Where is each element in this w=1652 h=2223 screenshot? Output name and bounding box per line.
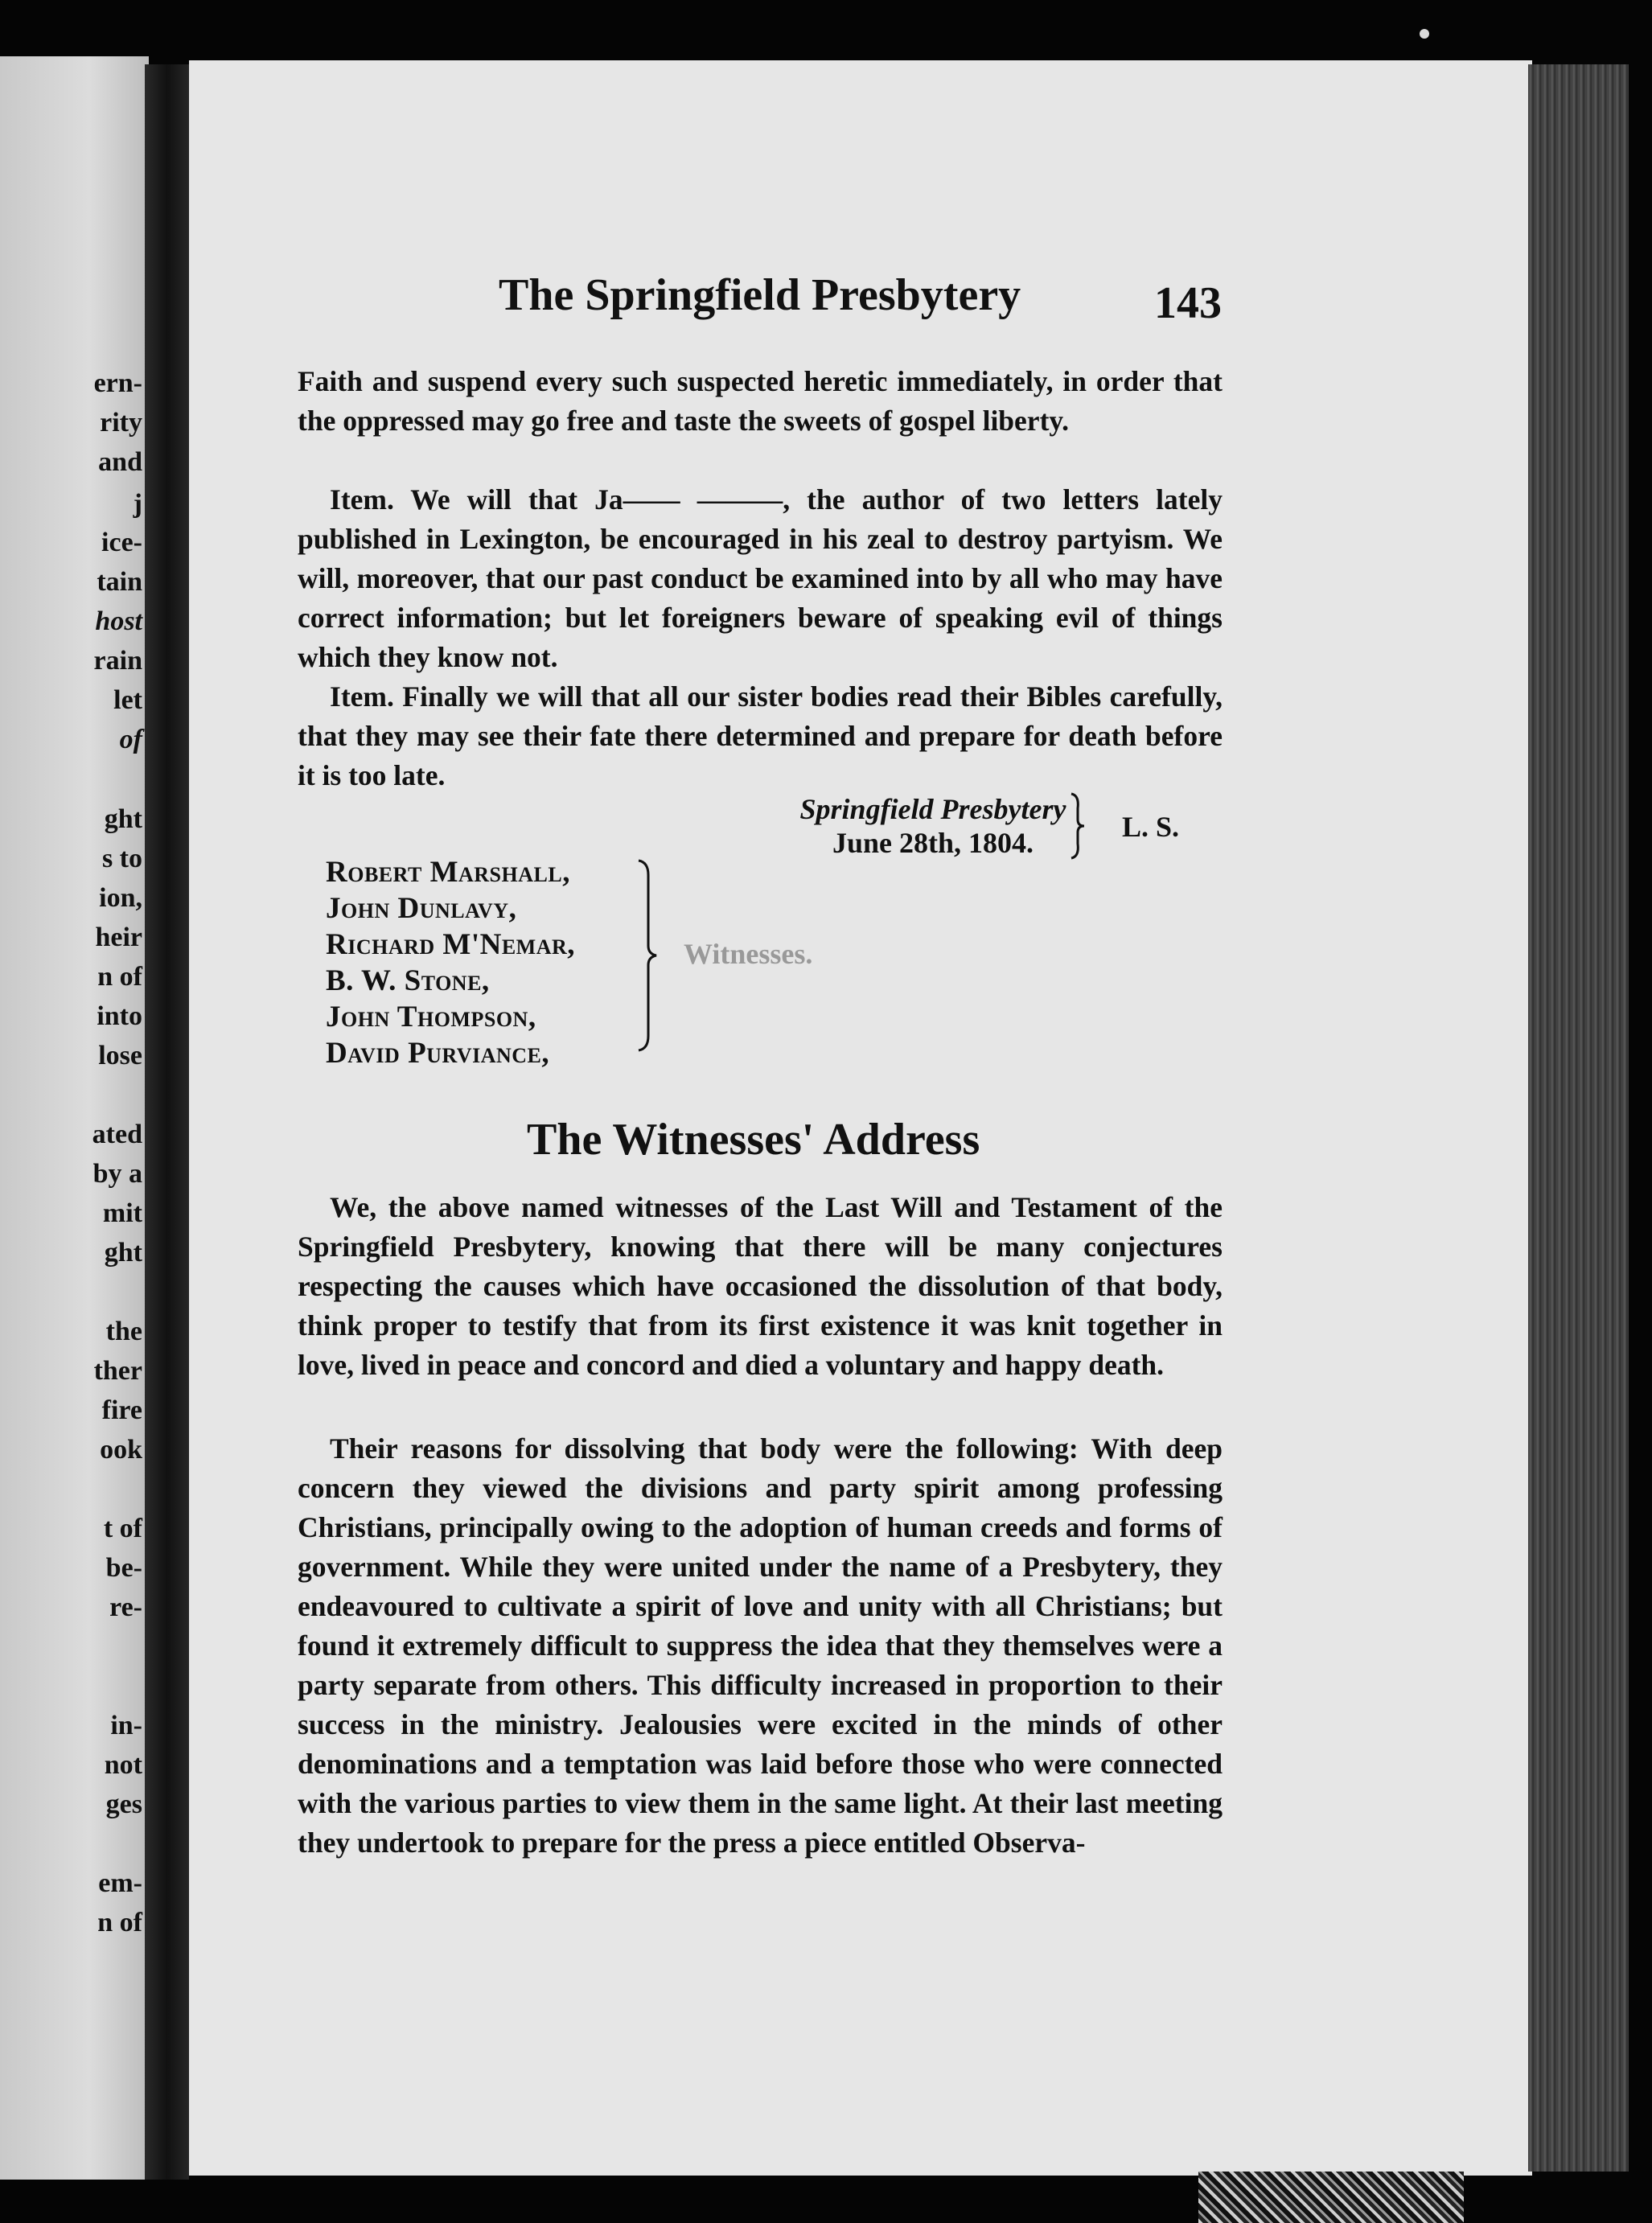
running-head: The Springfield Presbytery	[499, 270, 1021, 320]
locus-sigilli-label: L. S.	[1122, 811, 1180, 843]
scan-speck	[1420, 29, 1429, 39]
facing-page-line: fire	[101, 1395, 142, 1425]
signer-name: David Purviance,	[326, 1037, 550, 1070]
facing-page-line: ern-	[93, 368, 142, 398]
signers-list	[326, 854, 575, 1071]
witnesses-label: Witnesses.	[684, 938, 813, 970]
facing-page-line: tain	[97, 567, 142, 597]
facing-page-line: ated	[92, 1120, 142, 1149]
seal-presbytery: Springfield Presbytery	[799, 793, 1066, 825]
book-gutter	[145, 64, 189, 2180]
facing-page-line: let	[113, 685, 142, 715]
signer-name: John Thompson,	[326, 1001, 536, 1033]
facing-page-line: ion,	[99, 883, 142, 913]
facing-page-line: ght	[104, 1238, 142, 1268]
facing-page-line: j	[133, 489, 142, 519]
seal-brace	[1070, 792, 1086, 860]
facing-page-line: ght	[104, 804, 142, 834]
facing-page-line: be-	[105, 1553, 142, 1583]
facing-page-line: into	[97, 1001, 142, 1031]
signer-name: Robert Marshall,	[326, 856, 570, 889]
facing-page-line: re-	[109, 1592, 142, 1622]
facing-page-line: n of	[97, 962, 142, 992]
section-title: The Witnesses' Address	[527, 1115, 980, 1165]
signer-name: John Dunlavy,	[326, 892, 517, 925]
facing-page-line: t of	[103, 1514, 142, 1543]
facing-page-line: ice-	[101, 528, 142, 557]
address-paragraph: We, the above named witnesses of the Last Will and Testament of the Springfield Presbytery, knowing that there will be many conjectures respecting the causes which have occasioned the dissolution of that body, think proper to testify that from its first existence it was knit together in love, lived in peace and concord and died a voluntary and happy death.	[298, 1191, 1223, 1381]
facing-page-line: heir	[95, 922, 142, 952]
page-edge	[1528, 64, 1629, 2172]
signer-name: Richard M'Nemar,	[326, 928, 576, 961]
signers-brace	[637, 859, 658, 1052]
facing-page-line: and	[98, 447, 142, 477]
seal-date: June 28th, 1804.	[832, 827, 1034, 859]
will-item-ja: Item. We will that Ja—— ———, the author of two letters lately published in Lexington, be encouraged in his zeal to destroy partyism. We will, moreover, that our past conduct be examined into by all who may have correct information; but let foreigners beware of speaking evil of things which they know not.	[298, 483, 1223, 673]
page-number: 143	[1154, 278, 1222, 328]
facing-page-line: of	[119, 725, 142, 754]
facing-page-line: host	[95, 606, 142, 636]
facing-page-line: by a	[92, 1159, 142, 1189]
facing-page	[0, 56, 149, 2180]
facing-page-line: rity	[100, 408, 142, 438]
facing-page-line: ther	[93, 1356, 142, 1386]
facing-page-line: s to	[101, 844, 142, 873]
will-item-sister-bodies: Item. Finally we will that all our sister bodies read their Bibles carefully, that they may see their fate there determined and prepare for death before it is too late.	[298, 680, 1223, 791]
facing-page-line: n of	[97, 1908, 142, 1937]
facing-page-line: em-	[98, 1868, 142, 1898]
facing-page-line: rain	[93, 646, 142, 676]
scan-noise	[1198, 2172, 1464, 2223]
facing-page-line: ges	[105, 1789, 142, 1819]
facing-page-line: the	[105, 1317, 142, 1346]
seal-block	[756, 792, 1110, 860]
facing-page-line: mit	[102, 1198, 142, 1228]
facing-page-line: ook	[100, 1435, 142, 1465]
facing-page-line: in-	[110, 1711, 142, 1740]
address-paragraph: Their reasons for dissolving that body were the following: With deep concern they viewed the divisions and party spirit among professing Christians, principally owing to the adoption of human creeds and forms of government. While they were united under the name of a Presbytery, they endeavoured to cultivate a spirit of love and unity with all Christians; but found it extremely difficult to suppress the idea that they themselves were a party separate from others. This difficulty increased in proportion to their success in the ministry. Jealousies were excited in the minds of other denominations and a temptation was laid before those who were connected with the various parties to view them in the same light. At their last meeting they undertook to prepare for the press a piece entitled Observa-	[298, 1432, 1223, 1859]
facing-page-line: not	[104, 1750, 142, 1780]
facing-page-line: lose	[98, 1041, 142, 1070]
signer-name: B. W. Stone,	[326, 964, 490, 997]
will-paragraph-continued: Faith and suspend every such suspected heretic immediately, in order that the oppressed may go free and taste the sweets of gospel liberty.	[298, 365, 1223, 437]
